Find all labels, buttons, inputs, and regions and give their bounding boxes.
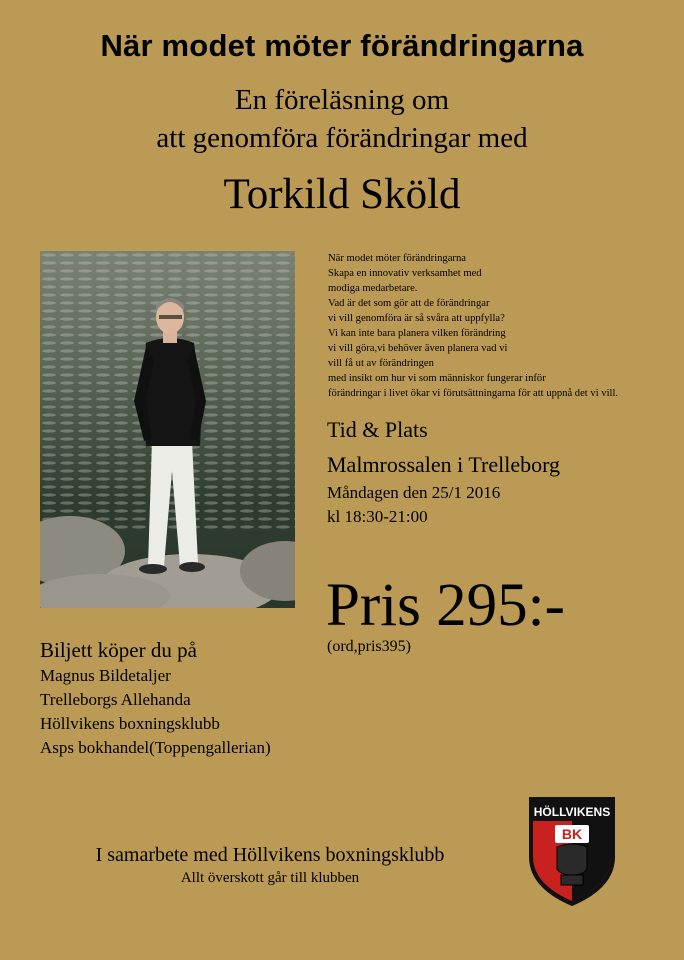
subtitle-line-2: att genomföra förändringar med: [156, 122, 528, 154]
event-date: Måndagen den 25/1 2016: [327, 483, 501, 502]
event-time: kl 18:30-21:00: [327, 507, 428, 526]
club-logo-shield: [527, 795, 617, 907]
description-text: [328, 251, 678, 401]
description-line: modiga medarbetare.: [328, 283, 418, 294]
logo-initials: BK: [561, 826, 583, 842]
description-line: vill få ut av förändringen: [328, 358, 434, 369]
subtitle-line-1: En föreläsning om: [234, 84, 450, 116]
description-line: vi vill genomföra är så svåra att uppfylla?: [328, 313, 505, 324]
collaboration-text: I samarbete med Höllvikens boxningsklubb: [95, 844, 445, 866]
ticket-vendor: Höllvikens boxningsklubb: [40, 714, 220, 733]
speaker-photo: [40, 251, 295, 608]
time-place-heading: Tid & Plats: [327, 417, 428, 442]
speaker-name: Torkild Sköld: [223, 171, 461, 218]
description-line: Vad är det som gör att de förändringar: [328, 298, 490, 309]
poster-title: När modet möter förändringarna: [100, 28, 584, 63]
price-note: (ord,pris395): [327, 638, 411, 655]
event-venue: Malmrossalen i Trelleborg: [327, 452, 561, 477]
tickets-heading: Biljett köper du på: [40, 638, 197, 662]
ticket-vendor: Trelleborgs Allehanda: [40, 690, 191, 709]
ticket-vendor: Asps bokhandel(Toppengallerian): [40, 738, 271, 757]
description-line: Skapa en innovativ verksamhet med: [328, 268, 482, 279]
description-line: När modet möter förändringarna: [328, 253, 466, 264]
description-line: Vi kan inte bara planera vilken förändring: [328, 328, 506, 339]
description-line: förändringar i livet ökar vi förutsättningarna för att uppnå det vi vill.: [328, 388, 619, 399]
speaker-photo-illustration: [40, 251, 295, 608]
description-line: vi vill göra,vi behöver även planera vad vi: [328, 343, 508, 354]
club-logo: [527, 795, 617, 907]
surplus-text: Allt överskott går till klubben: [180, 870, 360, 886]
price-label: Pris 295:-: [326, 572, 565, 639]
logo-club-name: HÖLLVIKENS: [533, 805, 611, 819]
description-line: med insikt om hur vi som människor fungerar inför: [328, 373, 546, 384]
ticket-vendor: Magnus Bildetaljer: [40, 666, 171, 685]
